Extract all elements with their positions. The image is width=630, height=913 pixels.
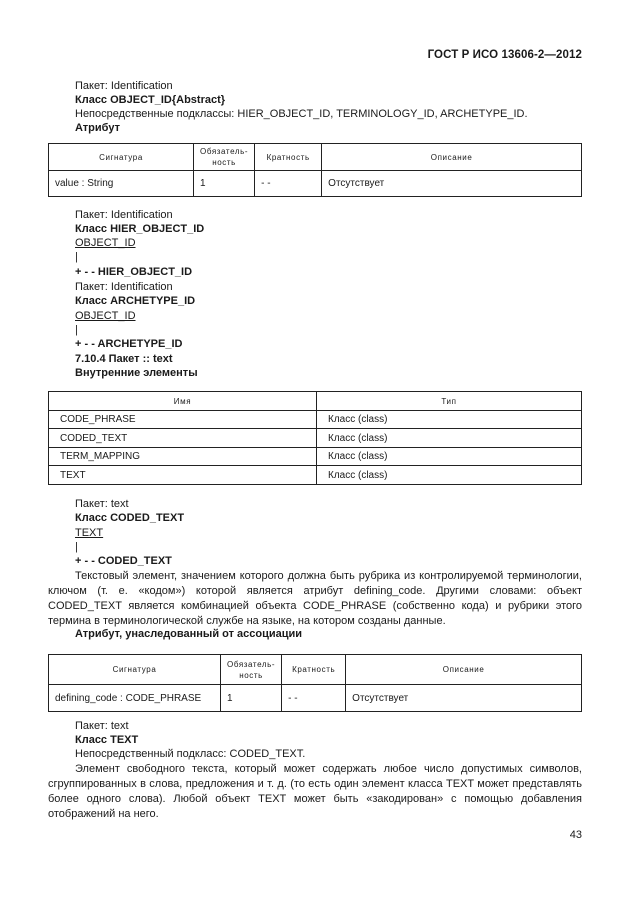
table-cell: defining_code : CODE_PHRASE — [49, 685, 221, 712]
package-label: Пакет: text — [75, 498, 129, 510]
column-header: Имя — [49, 392, 317, 411]
document-header: ГОСТ Р ИСО 13606-2—2012 — [427, 49, 582, 61]
hierarchy-bar: | — [75, 251, 78, 263]
class-heading: Класс OBJECT_ID{Abstract} — [75, 94, 226, 106]
child-class: + - - CODED_TEXT — [75, 555, 172, 567]
table-row — [49, 466, 582, 485]
column-header: Сигнатура — [49, 655, 221, 685]
table-header-row — [49, 144, 582, 171]
coded-text-description — [48, 569, 582, 629]
paragraph-text: Текстовый элемент, значением которого должна быть рубрика из контролируемой терминологии, ключом (т. е. «кодом») которой является атрибут defining_code. Другими словами: объект CODED_TEXT является комбинацией объекта CODE_PHRASE (собственно кода) и рубрики этого термина в терминологической службе на языке, на котором созданы данные. — [48, 570, 582, 627]
column-header: Сигнатура — [49, 144, 194, 171]
table-cell: Класс (class) — [317, 429, 582, 448]
table-row — [49, 448, 582, 466]
class-heading: Класс ARCHETYPE_ID — [75, 295, 196, 307]
section-heading: 7.10.4 Пакет :: text — [75, 353, 173, 365]
hierarchy-bar: | — [75, 541, 78, 553]
column-header: Описание — [322, 144, 582, 171]
text-description — [48, 762, 582, 822]
table-cell: Класс (class) — [317, 411, 582, 429]
class-heading: Класс CODED_TEXT — [75, 512, 185, 524]
class-heading: Класс HIER_OBJECT_ID — [75, 223, 205, 235]
column-header: Кратность — [282, 655, 346, 685]
table-row — [49, 429, 582, 448]
table-cell: - - — [255, 171, 322, 197]
table-row — [49, 411, 582, 429]
column-header: Обязатель- ность — [194, 144, 255, 171]
table-cell: value : String — [49, 171, 194, 197]
table-cell: Класс (class) — [317, 448, 582, 466]
table-cell: 1 — [194, 171, 255, 197]
inner-elements-table — [48, 391, 582, 485]
table-cell: Класс (class) — [317, 466, 582, 485]
attribute-heading: Атрибут — [75, 122, 120, 134]
attribute-table — [48, 143, 582, 197]
child-class: + - - ARCHETYPE_ID — [75, 338, 183, 350]
parent-class: OBJECT_ID — [75, 310, 136, 322]
page-number: 43 — [569, 829, 582, 841]
paragraph-text: Элемент свободного текста, который может содержать любое число допустимых символов, сгруппированных в слова, предложения и т. д. (то есть один элемент класса TEXT может представлять более одного слова). Любой объект TEXT может быть «закодирован» с помощью добавления отображений на него. — [48, 763, 582, 820]
hierarchy-bar: | — [75, 324, 78, 336]
package-label: Пакет: Identification — [75, 80, 173, 92]
table-cell: Отсутствует — [346, 685, 582, 712]
table-cell: - - — [282, 685, 346, 712]
table-row — [49, 171, 582, 197]
child-class: + - - HIER_OBJECT_ID — [75, 266, 193, 278]
column-header: Обязатель- ность — [221, 655, 282, 685]
class-heading: Класс TEXT — [75, 734, 139, 746]
package-label: Пакет: Identification — [75, 281, 173, 293]
table-cell: 1 — [221, 685, 282, 712]
table-cell: Отсутствует — [322, 171, 582, 197]
table-cell: CODED_TEXT — [49, 429, 317, 448]
table-header-row — [49, 655, 582, 685]
table-row — [49, 685, 582, 712]
subclasses-line: Непосредственные подклассы: HIER_OBJECT_ID, TERMINOLOGY_ID, ARCHETYPE_ID. — [75, 108, 528, 120]
inherited-attribute-table — [48, 654, 582, 712]
table-cell: TERM_MAPPING — [49, 448, 317, 466]
inner-elements-heading: Внутренние элементы — [75, 367, 198, 379]
column-header: Кратность — [255, 144, 322, 171]
subclass-line: Непосредственный подкласс: CODED_TEXT. — [75, 748, 306, 760]
table-cell: CODE_PHRASE — [49, 411, 317, 429]
table-header-row — [49, 392, 582, 411]
table-cell: TEXT — [49, 466, 317, 485]
parent-class: TEXT — [75, 527, 104, 539]
column-header: Тип — [317, 392, 582, 411]
package-label: Пакет: text — [75, 720, 129, 732]
attribute-heading: Атрибут, унаследованный от ассоциации — [75, 628, 303, 640]
column-header: Описание — [346, 655, 582, 685]
package-label: Пакет: Identification — [75, 209, 173, 221]
parent-class: OBJECT_ID — [75, 237, 136, 249]
